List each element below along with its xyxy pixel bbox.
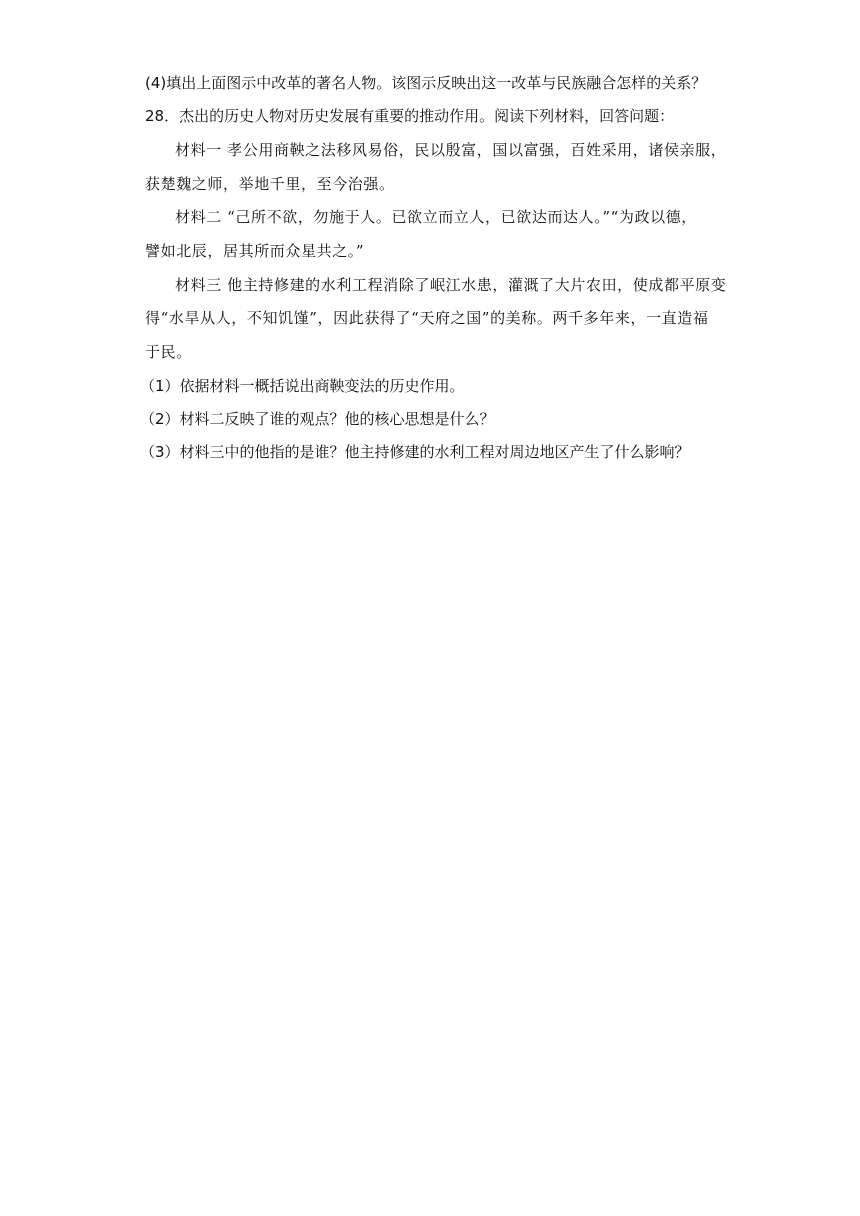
material-3-line-1: 材料三 他主持修建的水利工程消除了岷江水患，灌溉了大片农田，使成都平原变 bbox=[175, 276, 727, 294]
question-27-part-4: (4)填出上面图示中改革的著名人物。该图示反映出这一改革与民族融合怎样的关系？ bbox=[145, 74, 707, 92]
question-28-sub-1: （1）依据材料一概括说出商鞅变法的历史作用。 bbox=[140, 377, 465, 395]
question-28-sub-3: （3）材料三中的他指的是谁？他主持修建的水利工程对周边地区产生了什么影响？ bbox=[140, 443, 690, 461]
question-28-intro: 28．杰出的历史人物对历史发展有重要的推动作用。阅读下列材料，回答问题： bbox=[145, 107, 675, 125]
material-3-line-2: 得“水旱从人，不知饥馑”，因此获得了“天府之国”的美称。两千多年来，一直造福 bbox=[145, 309, 709, 327]
question-28-sub-2: （2）材料二反映了谁的观点？他的核心思想是什么？ bbox=[140, 410, 495, 428]
material-2-line-1: 材料二 “己所不欲，勿施于人。已欲立而立人，已欲达而达人。”“为政以德， bbox=[175, 208, 697, 226]
material-1-line-2: 获楚魏之师，举地千里，至今治强。 bbox=[145, 175, 395, 193]
material-3-line-3: 于民。 bbox=[145, 343, 192, 361]
material-2-line-2: 譬如北辰，居其所而众星共之。” bbox=[145, 242, 365, 260]
material-1-line-1: 材料一 孝公用商鞅之法移风易俗，民以殷富，国以富强，百姓采用，诸侯亲服， bbox=[175, 141, 727, 159]
